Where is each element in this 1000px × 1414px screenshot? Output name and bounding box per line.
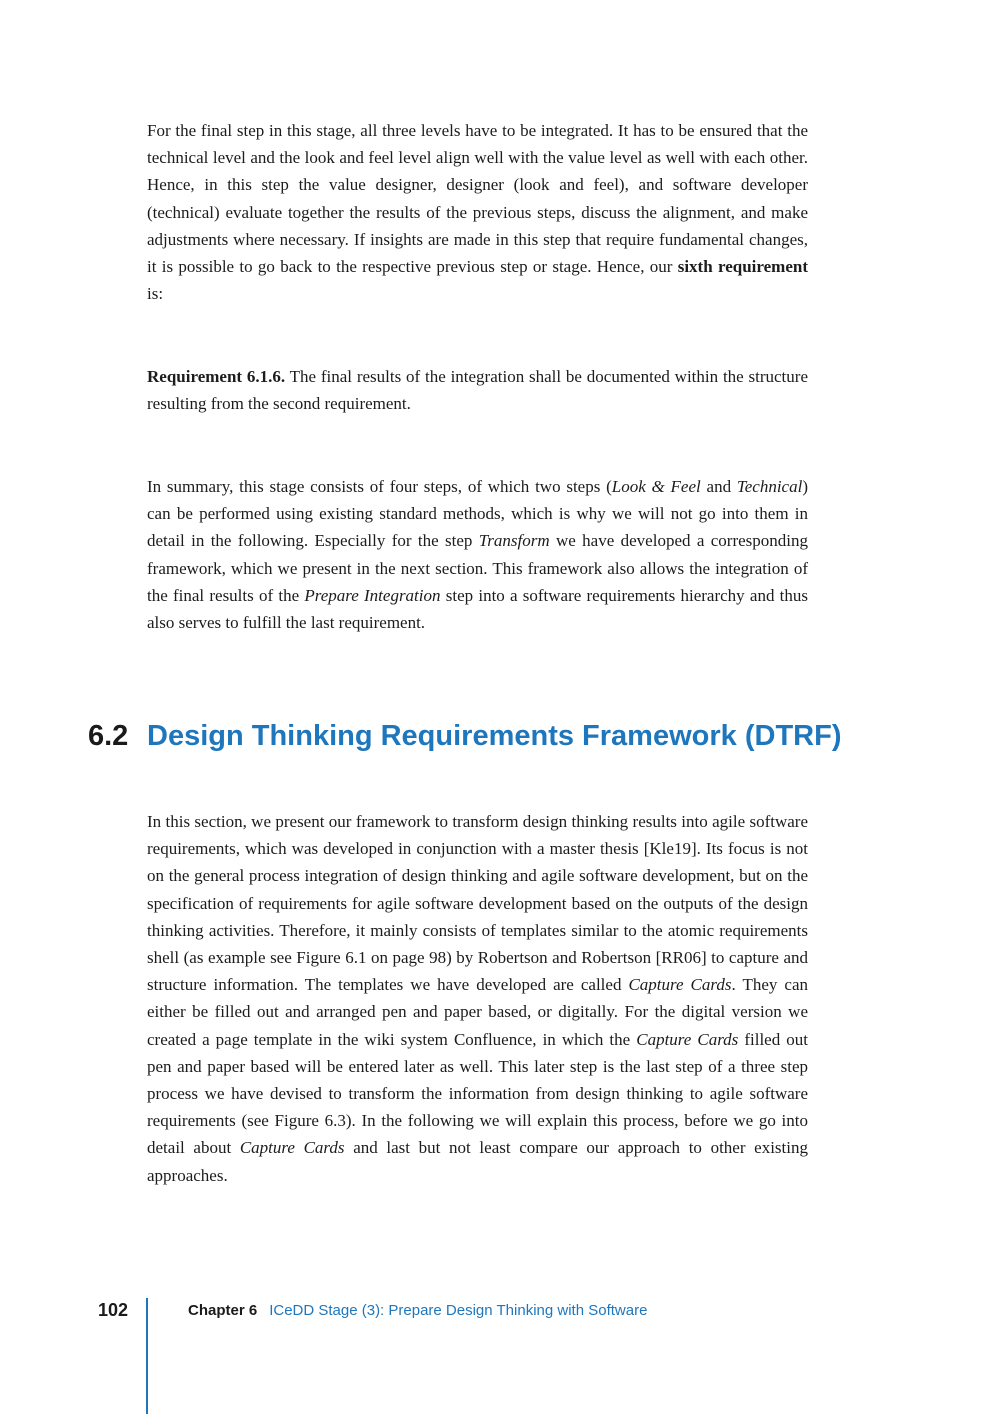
section-number: 6.2 xyxy=(88,720,129,752)
text-run: and xyxy=(700,477,737,496)
section-heading xyxy=(88,716,841,756)
body-paragraph-summary xyxy=(147,473,808,636)
italic-run: Capture Cards xyxy=(239,1138,345,1158)
text-run: and last but not least compare our approach to other existing approaches. xyxy=(147,1138,808,1185)
body-paragraph-section-intro xyxy=(147,808,808,1189)
body-paragraph-integration xyxy=(147,117,808,307)
text-run: . They can either be filled out and arranged pen and paper based, or digitally. For the digital version we created a page template in the wiki system Confluence, in which the xyxy=(147,975,808,1049)
chapter-title: ICeDD Stage (3): Prepare Design Thinking with Software xyxy=(269,1302,648,1319)
text-run: In summary, this stage consists of four steps, of which two steps ( xyxy=(147,477,612,496)
italic-run: Technical xyxy=(736,477,803,496)
bold-run: sixth requirement xyxy=(677,257,808,277)
requirement-text: The final results of the integration shall be documented within the structure resulting from the second requirement. xyxy=(147,367,808,414)
text-run: is: xyxy=(147,284,164,304)
page-number: 102 xyxy=(98,1300,129,1320)
italic-run: Transform xyxy=(478,531,550,551)
text-run: filled out pen and paper based will be entered later as well. This later step is the last step of a three step process we have devised to transform the information from design thinking to agile software requirements (see Figure 6.3). In the following we will explain this process, before we go into detail about xyxy=(147,1029,808,1158)
text-run: step into a software requirements hierarchy and thus also serves to fulfill the last requirement. xyxy=(147,585,808,633)
requirement-label: Requirement 6.1.6. xyxy=(147,367,286,386)
italic-run: Capture Cards xyxy=(636,1029,739,1049)
italic-run: Look & Feel xyxy=(611,477,701,496)
italic-run: Prepare Integration xyxy=(304,585,441,605)
running-footer xyxy=(188,1301,647,1321)
text-run: In this section, we present our framework to transform design thinking results into agile software requirements, which was developed in conjunction with a master thesis [Kle19]. Its focus is not on the general process integration of design thinking and agile software development, but on the specification of requirements for agile software development based on the outputs of the design thinking activities. Therefore, it mainly consists of templates similar to the atomic requirements shell (as example see Figure 6.1 on page 98) by Robertson and Robertson [RR06] to capture and structure information. The templates we have developed are called xyxy=(147,812,808,995)
italic-run: Capture Cards xyxy=(628,975,732,995)
section-title: Design Thinking Requirements Framework (DTRF) xyxy=(147,720,842,752)
requirement-statement xyxy=(147,363,808,417)
text-run: For the final step in this stage, all three levels have to be integrated. It has to be ensured that the technical level and the look and feel level align well with the value level as well with each other. Hence, in this step the value designer, designer (look and feel), and software developer (technical) evaluate together the results of the previous steps, discuss the alignment, and make adjustments where necessary. If insights are made in this step that require fundamental changes, it is possible to go back to the respective previous step or stage. Hence, our xyxy=(147,121,808,277)
footer-divider xyxy=(146,1298,148,1414)
text-run: we have developed a corresponding framework, which we present in the next section. This framework also allows the integration of the final results of the xyxy=(147,531,809,605)
chapter-label: Chapter 6 xyxy=(188,1302,258,1319)
text-run: ) can be performed using existing standard methods, which is why we will not go into them in detail in the following. Especially for the step xyxy=(147,477,808,551)
